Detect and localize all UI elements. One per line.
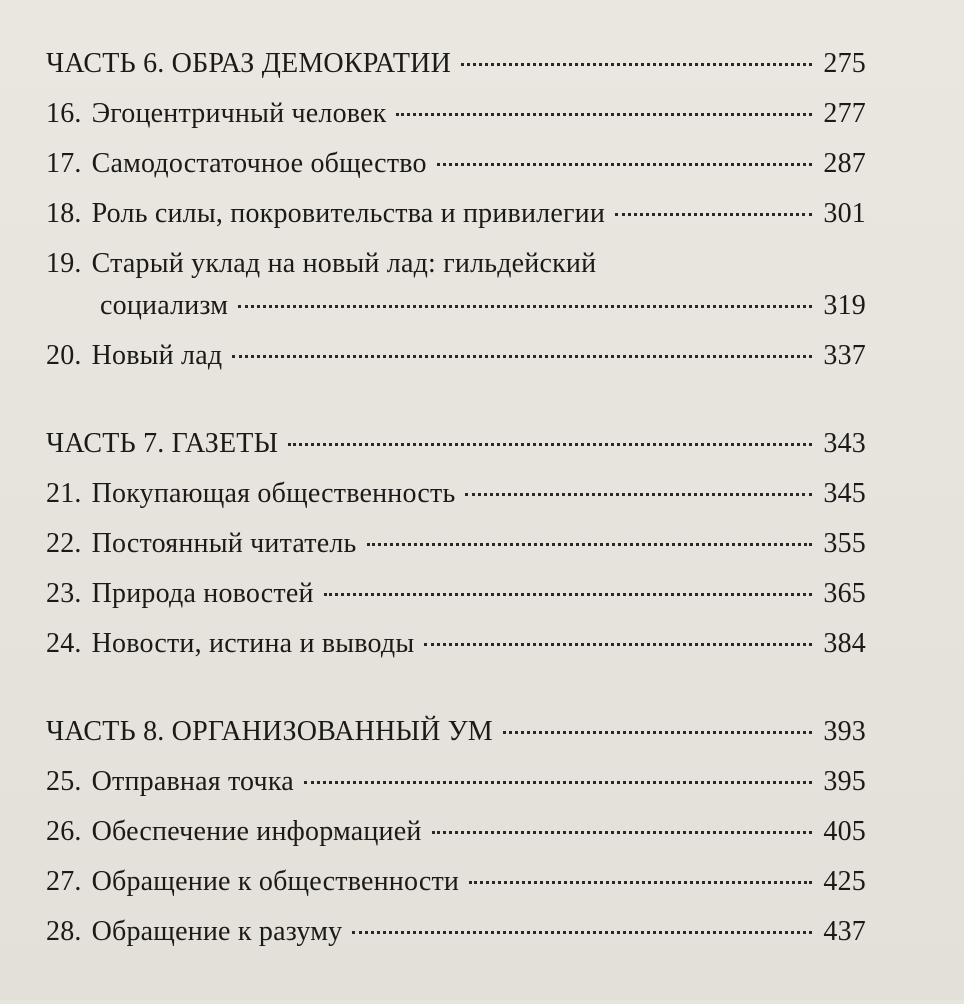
page-number: 275: [823, 48, 866, 79]
page-number: 425: [823, 866, 866, 897]
dot-leader: [367, 543, 813, 546]
chapter-title: Эгоцентричный человек: [91, 98, 387, 129]
chapter-title: Отправная точка: [91, 766, 294, 797]
page-number: 365: [823, 578, 866, 609]
dot-leader: [324, 593, 812, 596]
dot-leader: [469, 881, 812, 884]
chapter-number: 21.: [46, 478, 82, 509]
page-number: 393: [823, 716, 866, 747]
toc-entry: [46, 528, 866, 578]
page-number: 277: [823, 98, 866, 129]
dot-leader: [288, 443, 812, 446]
chapter-number: 25.: [46, 766, 82, 797]
chapter-title: Роль силы, покровительства и привилегии: [91, 198, 606, 229]
chapter-title: Старый уклад на новый лад: гильдейский: [91, 248, 597, 279]
chapter-number: 20.: [46, 340, 82, 371]
chapter-title: Постоянный читатель: [91, 528, 357, 559]
chapter-number: 26.: [46, 816, 82, 847]
dot-leader: [461, 63, 812, 66]
chapter-title: Природа новостей: [91, 578, 314, 609]
page-number: 384: [823, 628, 866, 659]
dot-leader: [503, 731, 812, 734]
chapter-title: Самодостаточное общество: [91, 148, 427, 179]
page-number: 343: [823, 428, 866, 459]
dot-leader: [238, 305, 812, 308]
part-heading: [46, 716, 866, 766]
page-number: 301: [823, 198, 866, 229]
page-number: 437: [823, 916, 866, 947]
chapter-number: 17.: [46, 148, 82, 179]
chapter-title: Новости, истина и выводы: [91, 628, 415, 659]
chapter-title: Покупающая общественность: [91, 478, 456, 509]
dot-leader: [424, 643, 812, 646]
chapter-number: 22.: [46, 528, 82, 559]
toc-entry: [46, 198, 866, 248]
dot-leader: [615, 213, 812, 216]
page-number: 405: [823, 816, 866, 847]
toc-entry: [46, 816, 866, 866]
part-heading: [46, 48, 866, 98]
toc-entry: [46, 98, 866, 148]
page-number: 345: [823, 478, 866, 509]
page-number: 395: [823, 766, 866, 797]
toc-entry-continuation: [46, 290, 866, 340]
toc-entry: [46, 628, 866, 678]
dot-leader: [304, 781, 812, 784]
chapter-title: Обращение к общественности: [91, 866, 460, 897]
part-title: ЧАСТЬ 6. ОБРАЗ ДЕМОКРАТИИ: [46, 48, 452, 79]
chapter-number: 28.: [46, 916, 82, 947]
chapter-title: Обеспечение информацией: [91, 816, 422, 847]
chapter-number: 18.: [46, 198, 82, 229]
toc-entry: [46, 478, 866, 528]
toc-entry: [46, 766, 866, 816]
toc-entry: [46, 916, 866, 966]
dot-leader: [232, 355, 812, 358]
chapter-number: 16.: [46, 98, 82, 129]
toc-entry: [46, 866, 866, 916]
page-number: 337: [823, 340, 866, 371]
chapter-number: 27.: [46, 866, 82, 897]
part-title: ЧАСТЬ 8. ОРГАНИЗОВАННЫЙ УМ: [46, 716, 493, 747]
page-number: 355: [823, 528, 866, 559]
chapter-title: Обращение к разуму: [91, 916, 343, 947]
chapter-title: Новый лад: [91, 340, 223, 371]
chapter-title-continuation: социализм: [100, 290, 229, 321]
part-title: ЧАСТЬ 7. ГАЗЕТЫ: [46, 428, 279, 459]
chapter-number: 23.: [46, 578, 82, 609]
dot-leader: [352, 931, 812, 934]
dot-leader: [465, 493, 812, 496]
toc-entry: [46, 148, 866, 198]
toc-part-7: [46, 428, 866, 678]
toc-part-8: [46, 716, 866, 966]
page-number: 287: [823, 148, 866, 179]
dot-leader: [437, 163, 812, 166]
toc-part-6: [46, 48, 866, 390]
chapter-number: 19.: [46, 248, 82, 279]
page-number: 319: [823, 290, 866, 321]
chapter-number: 24.: [46, 628, 82, 659]
toc-entry: [46, 340, 866, 390]
table-of-contents: [46, 48, 866, 1004]
toc-entry: [46, 248, 866, 290]
part-heading: [46, 428, 866, 478]
toc-entry: [46, 578, 866, 628]
dot-leader: [396, 113, 812, 116]
dot-leader: [432, 831, 812, 834]
